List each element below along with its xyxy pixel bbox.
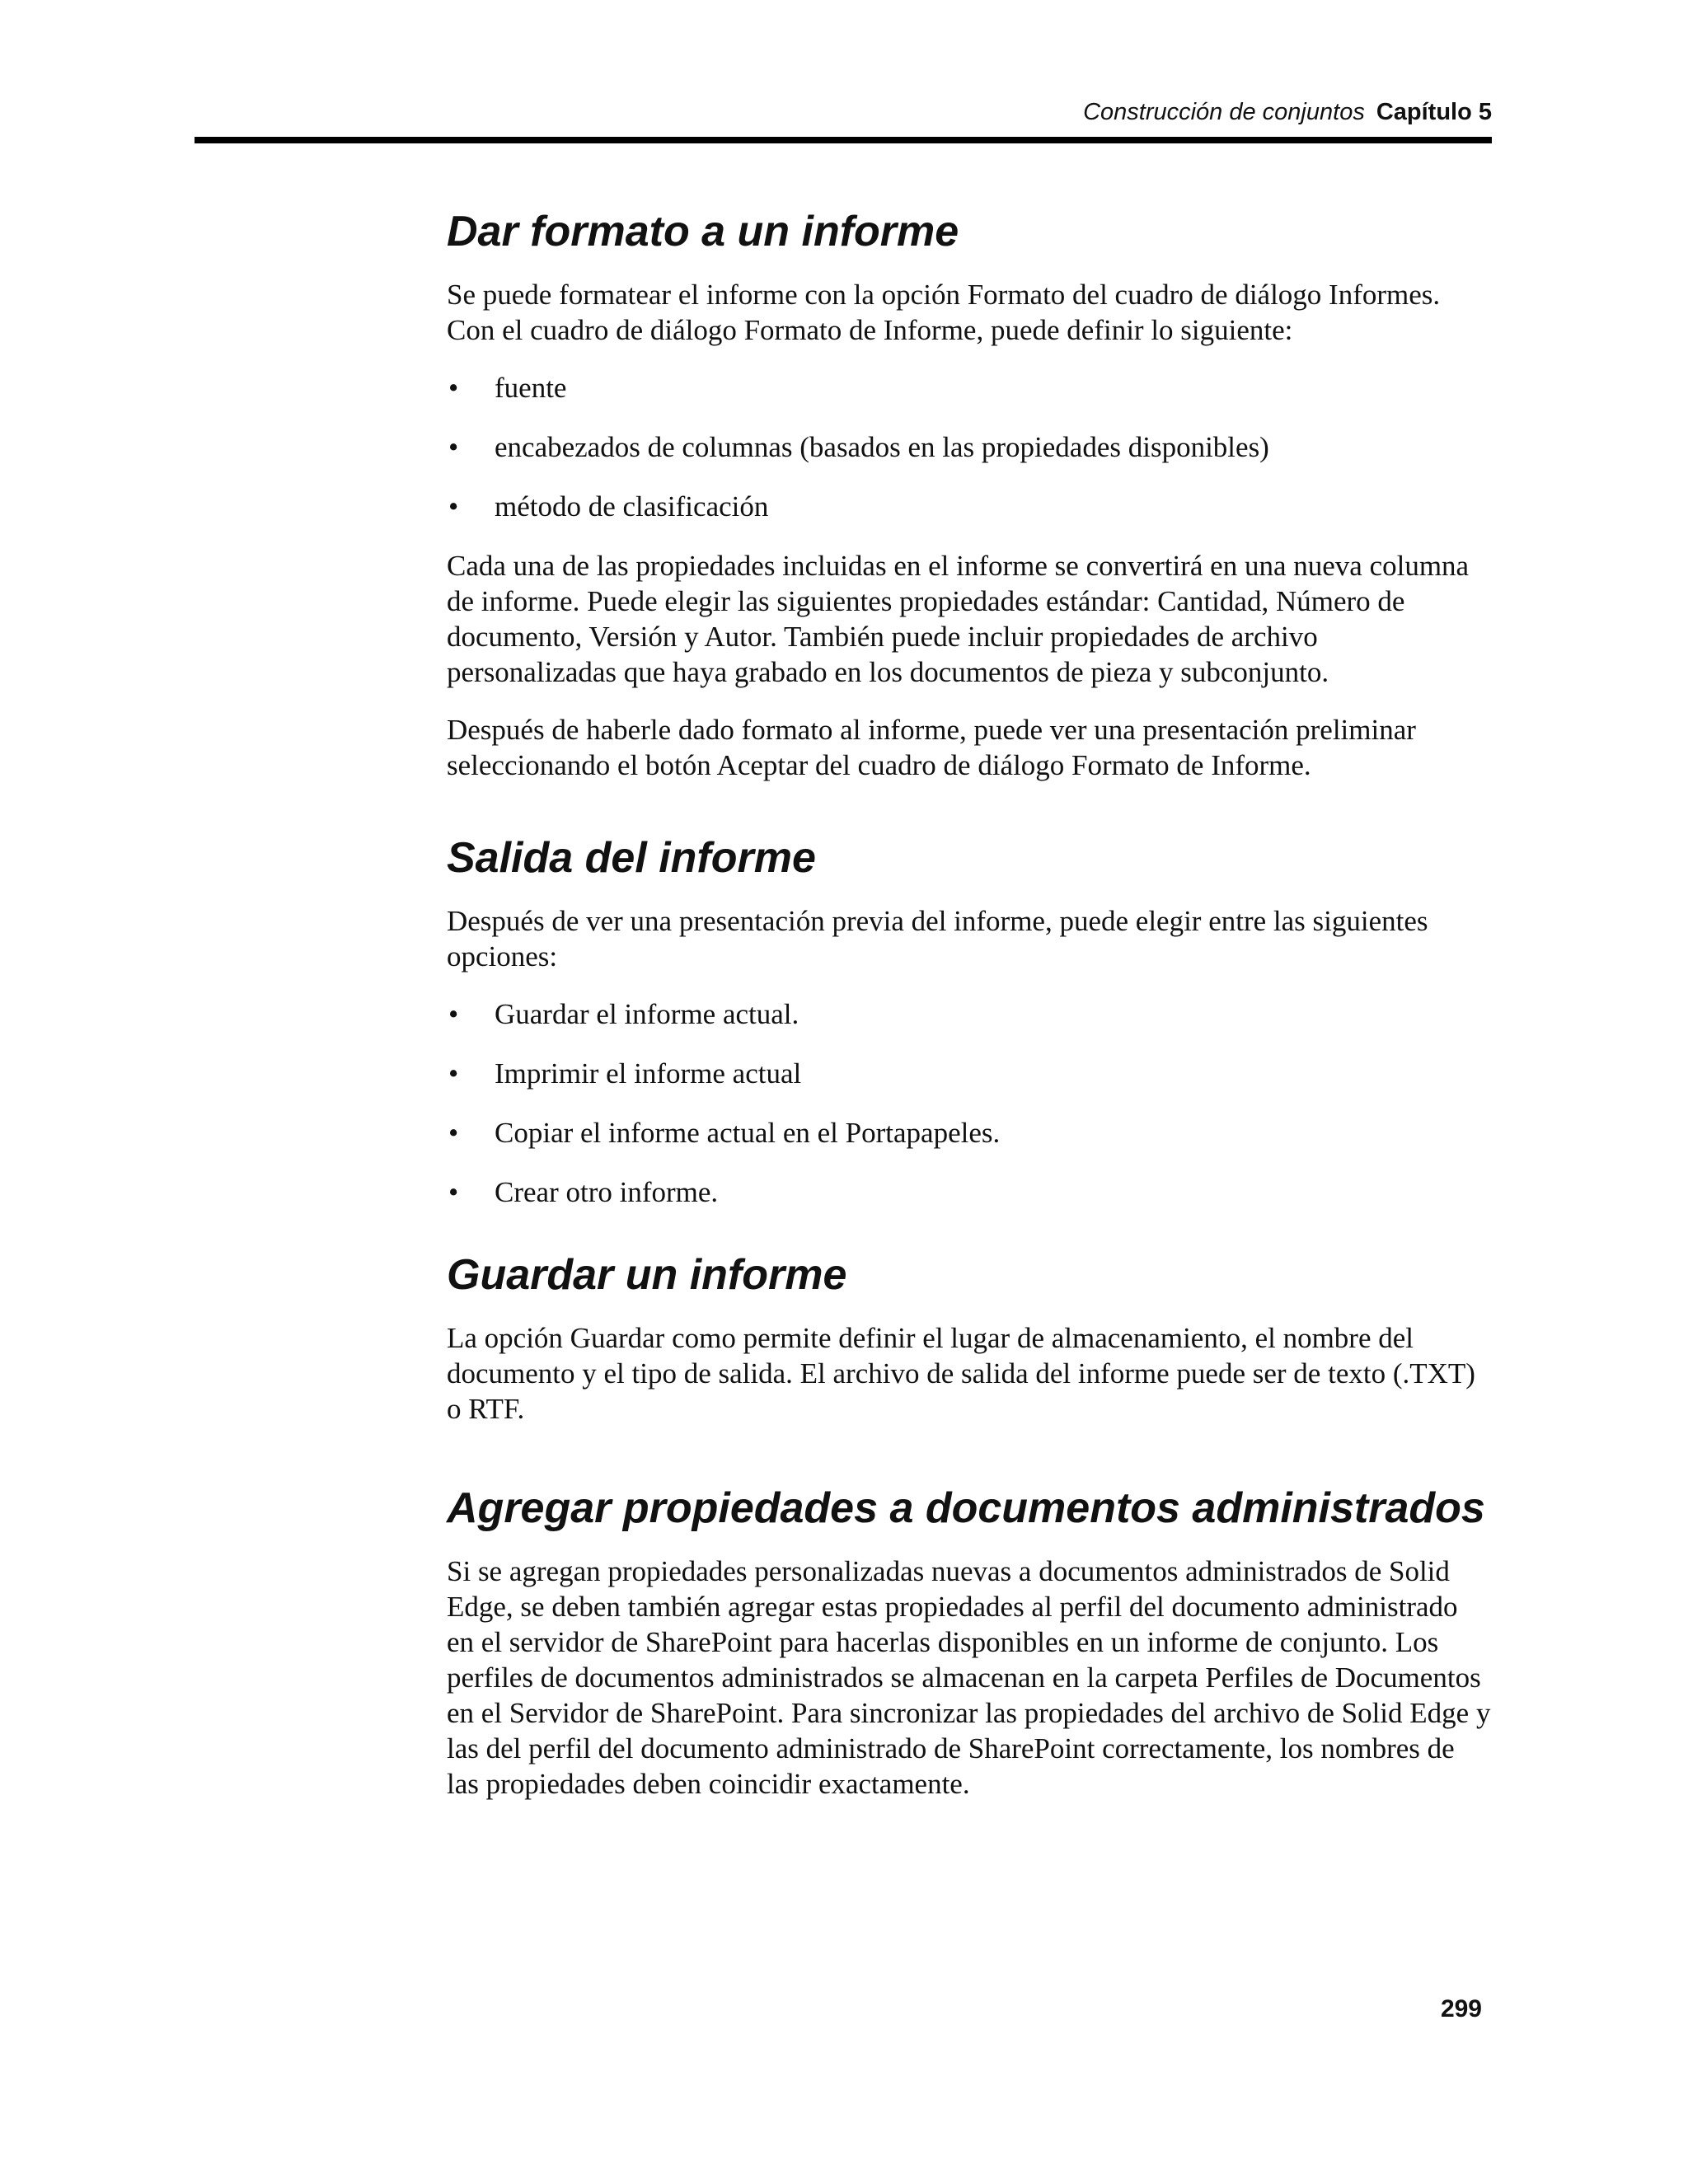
bullet-icon: •	[448, 1117, 459, 1149]
running-header	[0, 97, 1492, 127]
list-item	[447, 996, 1492, 1032]
list-item	[447, 1115, 1492, 1151]
bullet-list-output-options	[447, 996, 1492, 1210]
header-chapter-label: Capítulo 5	[1376, 99, 1492, 125]
list-item-text: encabezados de columnas (basados en las propiedades disponibles)	[495, 431, 1269, 463]
bullet-icon: •	[448, 998, 459, 1030]
header-rule	[195, 137, 1492, 143]
list-item-text: fuente	[495, 372, 567, 404]
section-paragraph: Se puede formatear el informe con la opción Formato del cuadro de diálogo Informes. Con el cuadro de diálogo Formato de Informe, puede definir lo siguiente:	[447, 279, 1441, 346]
list-item	[447, 1174, 1492, 1210]
section-heading-guardar: Guardar un informe	[447, 1251, 847, 1299]
bullet-icon: •	[448, 1057, 459, 1090]
section-paragraph: Si se agregan propiedades personalizadas nuevas a documentos administrados de Solid Edge, se deben también agregar estas propiedades al perfil del documento administrado en el servidor de SharePoint para hacerlas disponibles en un informe de conjunto. Los perfiles de documentos administrados se almacenan en la carpeta Perfiles de Documentos en el Servidor de SharePoint. Para sincronizar las propiedades del archivo de Solid Edge y las del perfil del documento administrado de SharePoint correctamente, los nombres de las propiedades deben coincidir exactamente.	[447, 1555, 1491, 1800]
page-body	[447, 206, 1492, 1824]
section-paragraph: Cada una de las propiedades incluidas en el informe se convertirá en una nueva columna de informe. Puede elegir las siguientes propiedades estándar: Cantidad, Número de documento, Versión y Autor. También puede incluir propiedades de archivo personalizadas que haya grabado en los documentos de pieza y subconjunto.	[447, 550, 1470, 688]
list-item-text: Imprimir el informe actual	[495, 1057, 802, 1090]
bullet-icon: •	[448, 490, 459, 523]
section-heading-dar-formato: Dar formato a un informe	[447, 208, 959, 255]
section-paragraph: Después de ver una presentación previa del informe, puede elegir entre las siguientes opciones:	[447, 905, 1428, 972]
section-paragraph: La opción Guardar como permite definir el lugar de almacenamiento, el nombre del documento y el tipo de salida. El archivo de salida del informe puede ser de texto (.TXT) o RTF.	[447, 1322, 1475, 1425]
list-item	[447, 489, 1492, 524]
bullet-icon: •	[448, 431, 459, 463]
list-item	[447, 1056, 1492, 1091]
bullet-icon: •	[448, 1176, 459, 1208]
list-item-text: Copiar el informe actual en el Portapapeles.	[495, 1117, 1001, 1149]
list-item	[447, 429, 1492, 465]
list-item-text: Crear otro informe.	[495, 1176, 719, 1208]
list-item-text: Guardar el informe actual.	[495, 998, 799, 1030]
section-heading-agregar-propiedades: Agregar propiedades a documentos administrados	[447, 1484, 1485, 1532]
list-item	[447, 370, 1492, 405]
bullet-icon: •	[448, 372, 459, 404]
bullet-list-format-options	[447, 370, 1492, 524]
list-item-text: método de clasificación	[495, 490, 769, 523]
section-paragraph: Después de haberle dado formato al informe, puede ver una presentación preliminar seleccionando el botón Aceptar del cuadro de diálogo Formato de Informe.	[447, 714, 1416, 781]
page-number: 299	[1440, 1995, 1482, 2022]
section-heading-salida: Salida del informe	[447, 834, 816, 882]
header-section-title: Construcción de conjuntos	[1083, 99, 1365, 125]
